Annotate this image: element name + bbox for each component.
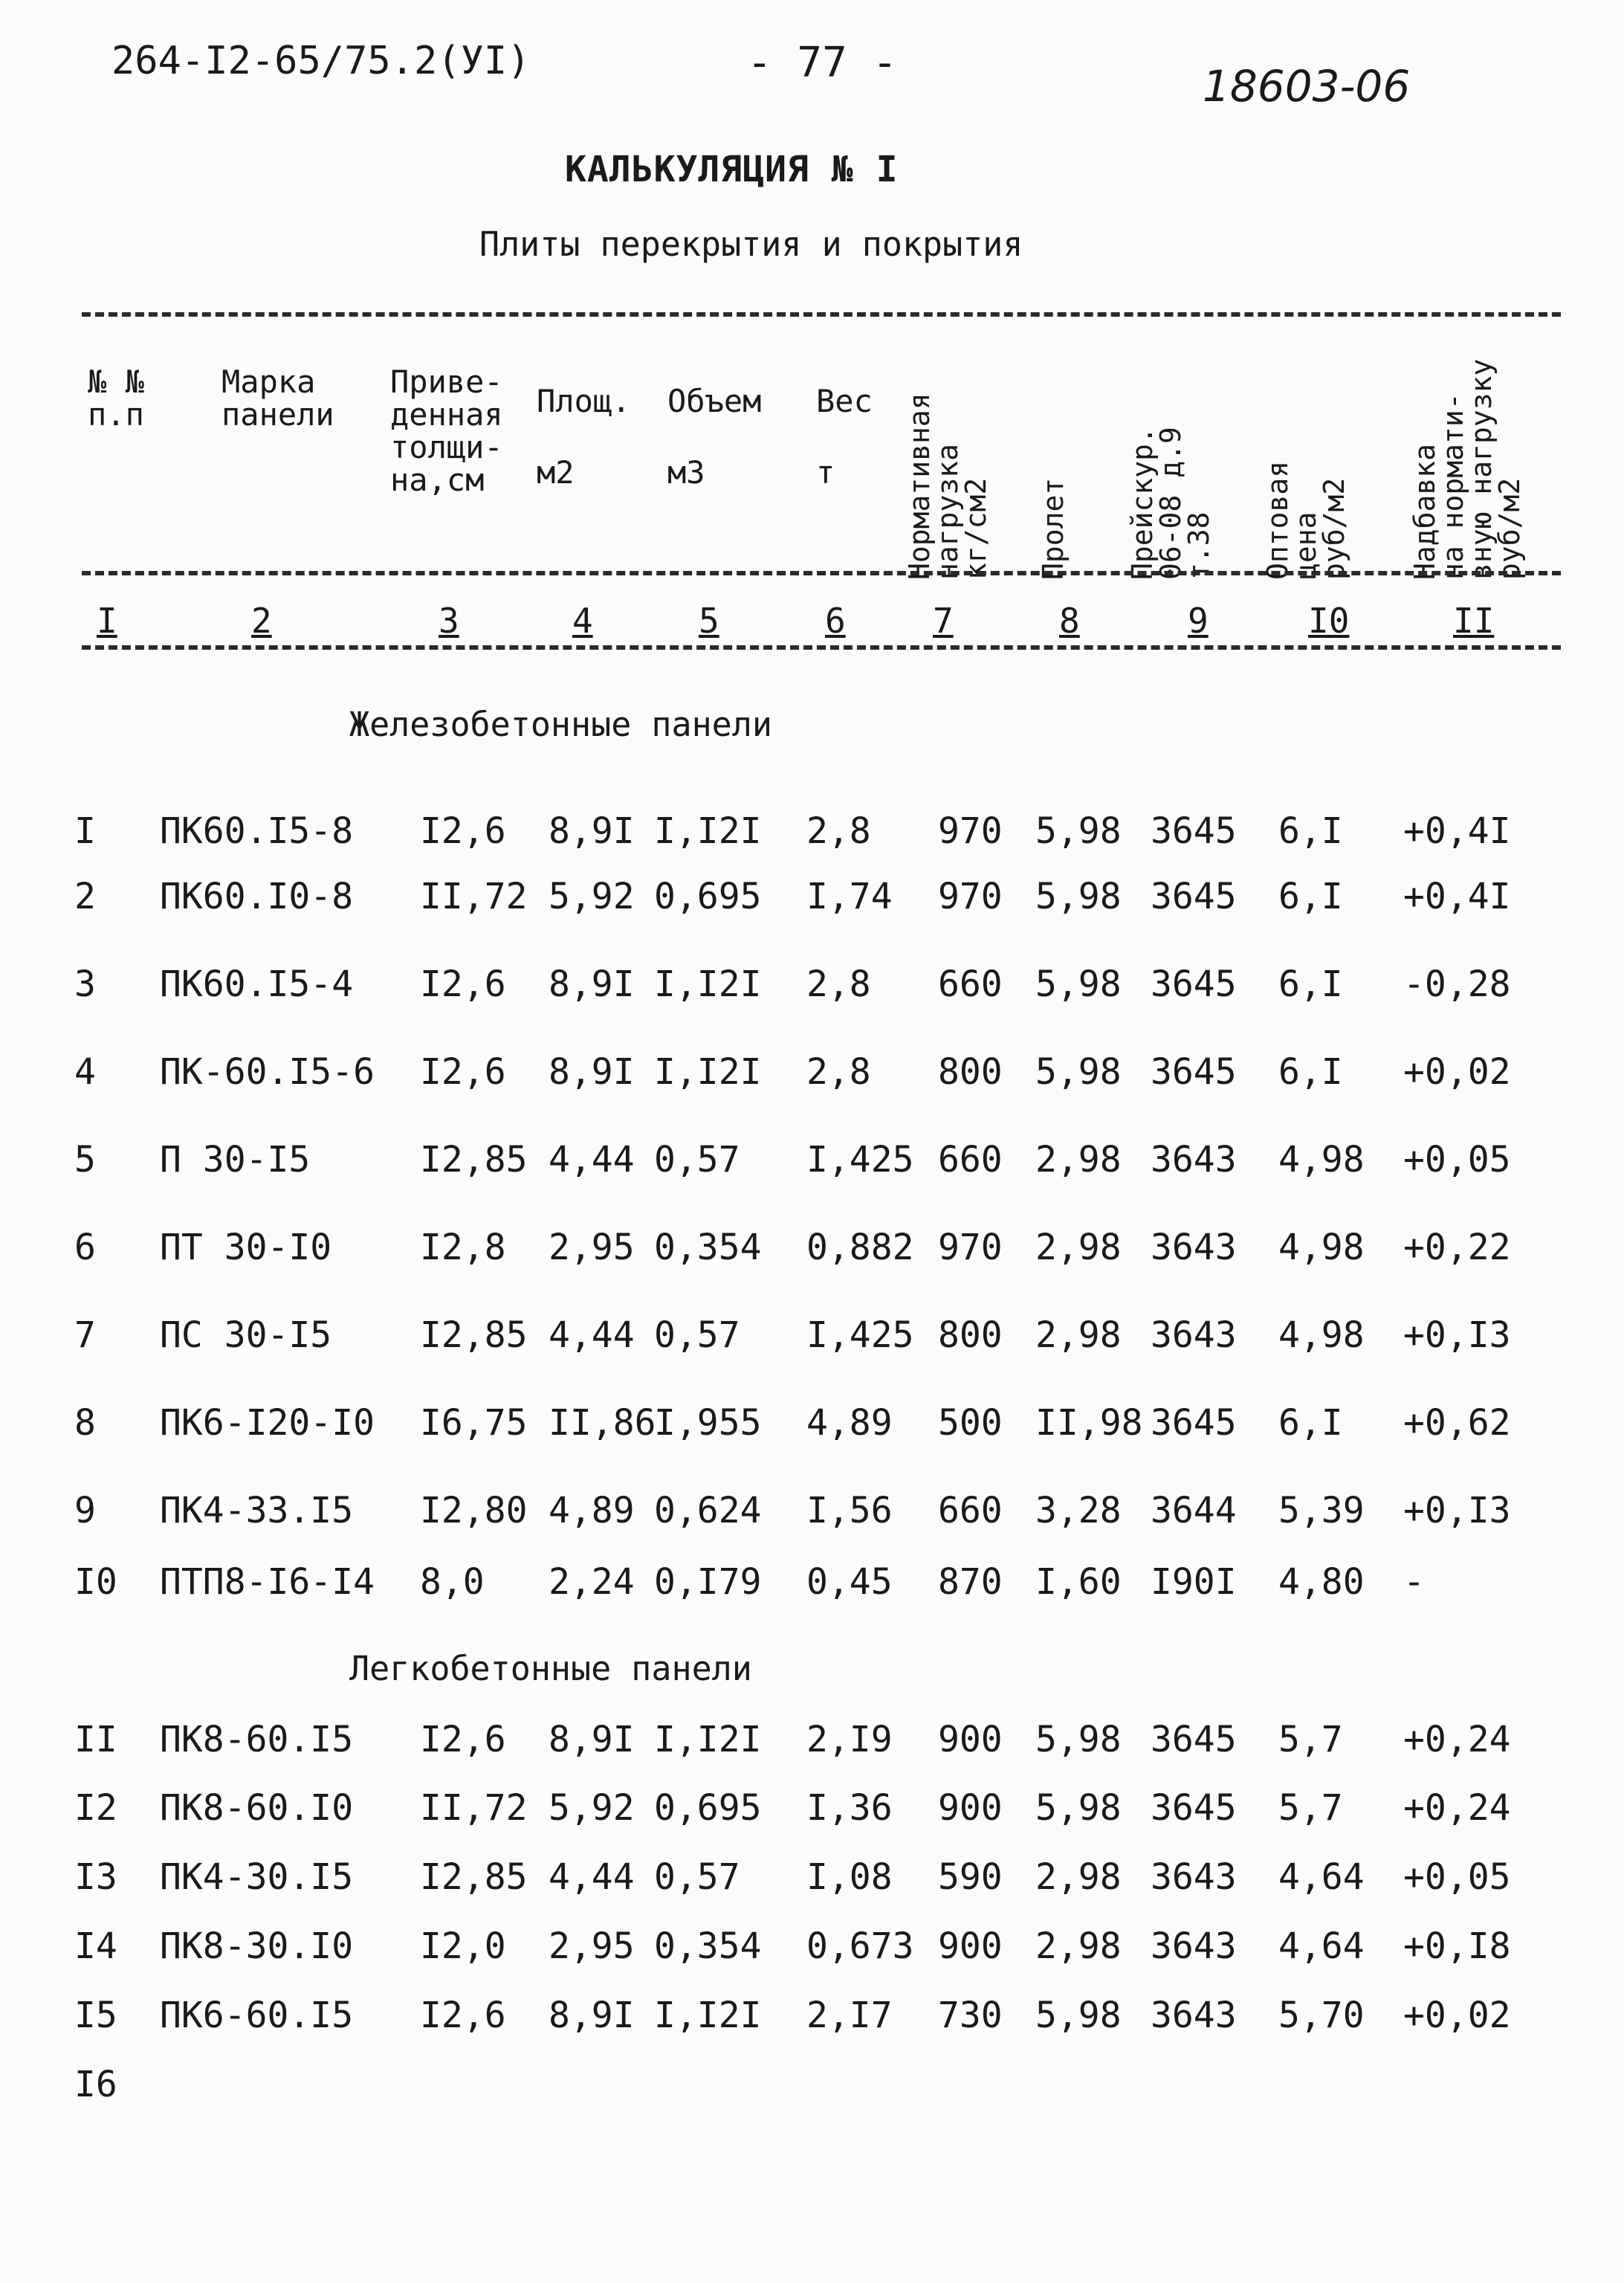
table-cell: 590 <box>938 1856 1003 1898</box>
table-cell: +0,62 <box>1403 1402 1511 1444</box>
table-cell: II,72 <box>420 1787 528 1829</box>
table-cell: I,08 <box>806 1856 893 1898</box>
table-row <box>0 1787 1624 1832</box>
table-cell: 660 <box>938 1490 1003 1531</box>
table-cell: 660 <box>938 1139 1003 1181</box>
table-cell: 0,673 <box>806 1925 914 1967</box>
table-cell: 4 <box>74 1051 96 1093</box>
table-cell: I0 <box>74 1561 117 1603</box>
table-cell: 4,89 <box>806 1402 893 1444</box>
table-cell: I2,0 <box>420 1925 506 1967</box>
table-cell: I,60 <box>1035 1561 1122 1603</box>
column-number: I <box>97 601 117 641</box>
table-cell: +0,4I <box>1403 876 1511 917</box>
table-cell: I,955 <box>654 1402 762 1444</box>
table-row <box>0 2064 1624 2108</box>
table-cell: 5,98 <box>1035 876 1122 917</box>
table-cell: 5,98 <box>1035 1787 1122 1829</box>
table-cell: I2 <box>74 1787 117 1829</box>
table-cell: 8,9I <box>549 963 635 1005</box>
table-cell: П 30-I5 <box>160 1139 311 1181</box>
table-cell: 4,98 <box>1278 1314 1365 1356</box>
table-cell: 8,0 <box>420 1561 485 1603</box>
table-cell: 5,39 <box>1278 1490 1365 1531</box>
table-cell: +0,24 <box>1403 1719 1511 1760</box>
col-header-thickness: Приве- денная толщи- на,см <box>390 364 503 498</box>
table-cell: ПК8-60.I5 <box>160 1719 354 1760</box>
table-cell: II,98 <box>1035 1402 1143 1444</box>
table-cell: 2,8 <box>806 963 871 1005</box>
table-cell: 6,I <box>1278 810 1343 852</box>
table-cell: -0,28 <box>1403 963 1511 1005</box>
table-cell: I,425 <box>806 1314 914 1356</box>
table-cell: 8,9I <box>549 1051 635 1093</box>
table-cell: 3645 <box>1151 810 1237 852</box>
table-cell: 3643 <box>1151 1227 1237 1268</box>
table-cell: 5,98 <box>1035 1051 1122 1093</box>
table-cell: 0,57 <box>654 1139 740 1181</box>
table-cell: 4,64 <box>1278 1856 1365 1898</box>
column-number: 5 <box>699 601 719 641</box>
column-number: 7 <box>933 601 954 641</box>
table-cell: 2,98 <box>1035 1856 1122 1898</box>
table-cell: 2,98 <box>1035 1227 1122 1268</box>
table-cell: ПК8-30.I0 <box>160 1925 354 1967</box>
table-cell: 3645 <box>1151 963 1237 1005</box>
table-cell: 0,57 <box>654 1856 740 1898</box>
table-cell: 0,354 <box>654 1227 762 1268</box>
col-header-mark: Марка панели <box>221 364 334 433</box>
column-number: 2 <box>251 601 272 641</box>
table-cell: I <box>74 810 96 852</box>
table-cell: 2 <box>74 876 96 917</box>
table-cell: ПТП8-I6-I4 <box>160 1561 375 1603</box>
table-cell: 4,98 <box>1278 1227 1365 1268</box>
table-row <box>0 1925 1624 1970</box>
table-cell: +0,I3 <box>1403 1490 1511 1531</box>
table-cell: 5,70 <box>1278 1995 1365 2036</box>
table-cell: I,36 <box>806 1787 893 1829</box>
table-cell: I,425 <box>806 1139 914 1181</box>
table-cell: 5,7 <box>1278 1719 1343 1760</box>
table-cell: 4,44 <box>549 1856 635 1898</box>
table-cell: I,I2I <box>654 1995 762 2036</box>
table-cell: I2,85 <box>420 1856 528 1898</box>
table-cell: - <box>1403 1561 1425 1603</box>
table-cell: I,I2I <box>654 1719 762 1760</box>
table-cell: 0,695 <box>654 1787 762 1829</box>
table-cell: 3643 <box>1151 1139 1237 1181</box>
table-cell: I,56 <box>806 1490 893 1531</box>
table-cell: I2,6 <box>420 1719 506 1760</box>
table-cell: 3643 <box>1151 1314 1237 1356</box>
table-cell: 4,89 <box>549 1490 635 1531</box>
table-cell: 2,98 <box>1035 1925 1122 1967</box>
document-code: 264-I2-65/75.2(УI) <box>111 39 531 83</box>
table-cell: 7 <box>74 1314 96 1356</box>
table-cell: 3645 <box>1151 876 1237 917</box>
table-row <box>0 1561 1624 1606</box>
table-cell: 970 <box>938 876 1003 917</box>
table-cell: 5,98 <box>1035 963 1122 1005</box>
col-header-weight: Вес т <box>816 383 873 491</box>
col-header-area: Площ. м2 <box>537 383 631 491</box>
table-cell: 3645 <box>1151 1787 1237 1829</box>
table-cell: 970 <box>938 1227 1003 1268</box>
table-cell: 2,98 <box>1035 1314 1122 1356</box>
table-cell: 6,I <box>1278 1051 1343 1093</box>
table-cell: 3643 <box>1151 1925 1237 1967</box>
section-title-lightweight-concrete: Легкобетонные панели <box>349 1649 752 1688</box>
header-bottom-divider <box>82 571 1561 575</box>
table-cell: +0,02 <box>1403 1995 1511 2036</box>
column-number: 3 <box>439 601 459 641</box>
table-row <box>0 1051 1624 1096</box>
table-cell: I6 <box>74 2064 117 2105</box>
col-header-load: Нормативная нагрузка кг/см2 <box>903 393 992 580</box>
table-cell: 6 <box>74 1227 96 1268</box>
table-cell: I,74 <box>806 876 893 917</box>
table-cell: 5,7 <box>1278 1787 1343 1829</box>
table-cell: 3643 <box>1151 1995 1237 2036</box>
table-cell: 5,92 <box>549 1787 635 1829</box>
table-cell: +0,I8 <box>1403 1925 1511 1967</box>
table-cell: +0,24 <box>1403 1787 1511 1829</box>
section-title-reinforced-concrete: Железобетонные панели <box>349 705 772 744</box>
table-cell: ПК4-30.I5 <box>160 1856 354 1898</box>
table-cell: I6,75 <box>420 1402 528 1444</box>
table-cell: 970 <box>938 810 1003 852</box>
table-cell: 8 <box>74 1402 96 1444</box>
table-cell: 0,I79 <box>654 1561 762 1603</box>
table-cell: 5,92 <box>549 876 635 917</box>
table-cell: 900 <box>938 1787 1003 1829</box>
table-cell: 5,98 <box>1035 1995 1122 2036</box>
table-cell: 730 <box>938 1995 1003 2036</box>
column-number: 9 <box>1188 601 1209 641</box>
table-cell: 3644 <box>1151 1490 1237 1531</box>
table-cell: II,86 <box>549 1402 656 1444</box>
table-cell: +0,4I <box>1403 810 1511 852</box>
table-cell: I2,6 <box>420 1051 506 1093</box>
table-cell: ПК-60.I5-6 <box>160 1051 375 1093</box>
table-cell: 0,45 <box>806 1561 893 1603</box>
table-cell: 800 <box>938 1051 1003 1093</box>
table-cell: 0,695 <box>654 876 762 917</box>
column-number: I0 <box>1308 601 1350 641</box>
column-number: 8 <box>1059 601 1080 641</box>
table-cell: 8,9I <box>549 1995 635 2036</box>
table-cell: 2,8 <box>806 1051 871 1093</box>
table-cell: ПТ 30-I0 <box>160 1227 332 1268</box>
table-cell: I3 <box>74 1856 117 1898</box>
table-cell: I2,6 <box>420 1995 506 2036</box>
table-cell: ПК60.I5-8 <box>160 810 354 852</box>
column-number: 4 <box>572 601 593 641</box>
table-row <box>0 1139 1624 1184</box>
page-title: КАЛЬКУЛЯЦИЯ № I <box>565 149 899 190</box>
page-number: - 77 - <box>747 39 898 87</box>
table-row <box>0 1314 1624 1359</box>
column-numbers-divider <box>82 645 1561 650</box>
table-row <box>0 1227 1624 1271</box>
table-cell: ПК4-33.I5 <box>160 1490 354 1531</box>
table-cell: 3 <box>74 963 96 1005</box>
table-cell: +0,02 <box>1403 1051 1511 1093</box>
table-cell: 4,44 <box>549 1139 635 1181</box>
col-header-surcharge: Надбавка на нормати- вную нагрузку руб/м2 <box>1408 358 1526 580</box>
table-cell: 2,98 <box>1035 1139 1122 1181</box>
table-cell: 3643 <box>1151 1856 1237 1898</box>
col-header-number: № № п.п <box>88 364 144 433</box>
table-cell: 2,I7 <box>806 1995 893 2036</box>
table-row <box>0 876 1624 920</box>
table-cell: +0,05 <box>1403 1856 1511 1898</box>
table-row <box>0 1995 1624 2039</box>
table-cell: ПК8-60.I0 <box>160 1787 354 1829</box>
table-cell: I2,80 <box>420 1490 528 1531</box>
table-cell: 8,9I <box>549 1719 635 1760</box>
table-cell: 3645 <box>1151 1402 1237 1444</box>
table-cell: 3645 <box>1151 1051 1237 1093</box>
table-cell: I,I2I <box>654 810 762 852</box>
table-row <box>0 963 1624 1008</box>
table-row <box>0 1856 1624 1901</box>
table-cell: 5,98 <box>1035 1719 1122 1760</box>
table-cell: I,I2I <box>654 963 762 1005</box>
table-cell: 5,98 <box>1035 810 1122 852</box>
table-cell: I2,8 <box>420 1227 506 1268</box>
table-cell: 4,44 <box>549 1314 635 1356</box>
table-cell: 900 <box>938 1925 1003 1967</box>
table-cell: 870 <box>938 1561 1003 1603</box>
table-cell: 2,I9 <box>806 1719 893 1760</box>
table-cell: 500 <box>938 1402 1003 1444</box>
table-cell: 8,9I <box>549 810 635 852</box>
table-cell: ПС 30-I5 <box>160 1314 332 1356</box>
document-number: 18603-06 <box>1203 61 1411 112</box>
header-top-divider <box>82 312 1561 317</box>
table-cell: 6,I <box>1278 876 1343 917</box>
table-cell: 0,354 <box>654 1925 762 1967</box>
table-cell: I2,85 <box>420 1139 528 1181</box>
table-row <box>0 1719 1624 1763</box>
table-cell: ПК6-I20-I0 <box>160 1402 375 1444</box>
col-header-volume: Объем м3 <box>667 383 762 491</box>
table-cell: II,72 <box>420 876 528 917</box>
col-header-span: Пролет <box>1037 477 1070 580</box>
table-cell: 0,624 <box>654 1490 762 1531</box>
table-cell: 3,28 <box>1035 1490 1122 1531</box>
table-cell: II <box>74 1719 117 1760</box>
table-cell: I2,6 <box>420 963 506 1005</box>
column-number: II <box>1453 601 1495 641</box>
table-cell: I2,85 <box>420 1314 528 1356</box>
table-cell: 2,24 <box>549 1561 635 1603</box>
table-cell: ПК60.I0-8 <box>160 876 354 917</box>
table-cell: 3645 <box>1151 1719 1237 1760</box>
table-cell: 5 <box>74 1139 96 1181</box>
table-cell: 0,882 <box>806 1227 914 1268</box>
col-header-price: Оптовая цена руб/м2 <box>1261 460 1350 580</box>
table-cell: 800 <box>938 1314 1003 1356</box>
table-cell: ПК60.I5-4 <box>160 963 354 1005</box>
table-row <box>0 1490 1624 1534</box>
table-cell: ПК6-60.I5 <box>160 1995 354 2036</box>
table-row <box>0 1402 1624 1447</box>
table-cell: 2,8 <box>806 810 871 852</box>
column-number: 6 <box>825 601 846 641</box>
table-cell: +0,22 <box>1403 1227 1511 1268</box>
table-cell: 6,I <box>1278 1402 1343 1444</box>
table-cell: 4,64 <box>1278 1925 1365 1967</box>
table-cell: I5 <box>74 1995 117 2036</box>
table-row <box>0 810 1624 855</box>
page-subtitle: Плиты перекрытия и покрытия <box>479 225 1023 264</box>
table-cell: I4 <box>74 1925 117 1967</box>
table-cell: 9 <box>74 1490 96 1531</box>
table-cell: 2,95 <box>549 1925 635 1967</box>
table-cell: 6,I <box>1278 963 1343 1005</box>
table-cell: 2,95 <box>549 1227 635 1268</box>
col-header-pricelist: Прейскур. 06-08 д.9 т.38 <box>1126 427 1215 580</box>
table-cell: +0,05 <box>1403 1139 1511 1181</box>
table-cell: 0,57 <box>654 1314 740 1356</box>
table-cell: +0,I3 <box>1403 1314 1511 1356</box>
table-cell: I90I <box>1151 1561 1237 1603</box>
table-cell: 660 <box>938 963 1003 1005</box>
table-cell: 900 <box>938 1719 1003 1760</box>
table-cell: I,I2I <box>654 1051 762 1093</box>
table-cell: 4,98 <box>1278 1139 1365 1181</box>
table-cell: I2,6 <box>420 810 506 852</box>
table-cell: 4,80 <box>1278 1561 1365 1603</box>
